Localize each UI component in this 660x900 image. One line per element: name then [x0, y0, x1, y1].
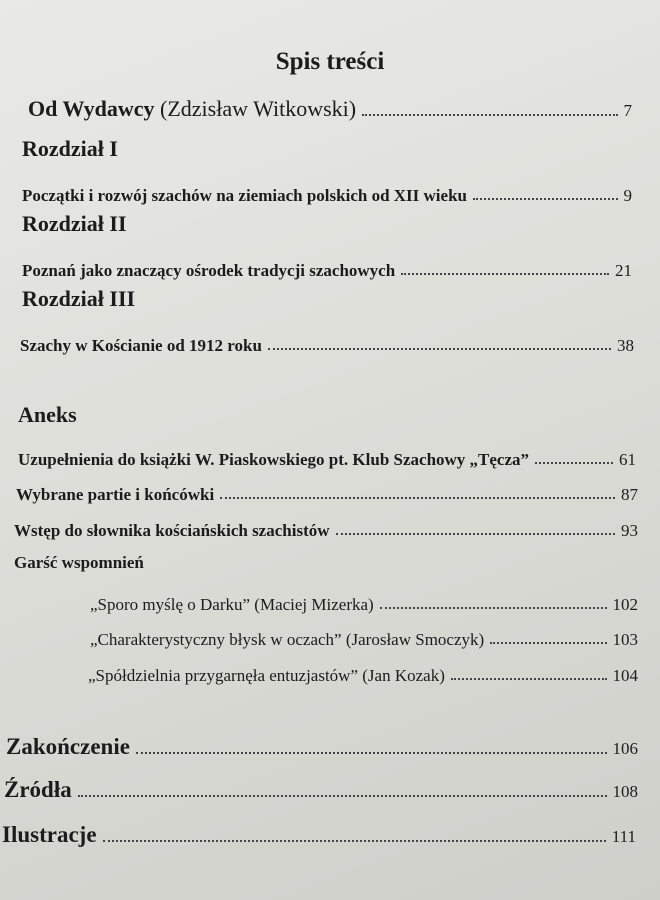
- toc-page-number: 103: [612, 630, 638, 649]
- toc-entry-od-wydawcy: [28, 96, 632, 122]
- chapter-heading: Rozdział II: [22, 211, 127, 236]
- dot-leader: [336, 533, 615, 535]
- toc-entry-label: „Sporo myślę o Darku” (Maciej Mizerka): [90, 595, 374, 614]
- toc-entry-label: Szachy w Kościanie od 1912 roku: [20, 336, 262, 355]
- toc-page-number: 38: [617, 336, 634, 355]
- dot-leader: [490, 642, 606, 644]
- toc-page-number: 9: [623, 186, 632, 205]
- toc-entry-memoir: [90, 595, 638, 615]
- toc-entry: [20, 336, 634, 356]
- toc-page-number: 106: [612, 739, 638, 758]
- toc-page-number: 61: [619, 450, 636, 469]
- dot-leader: [268, 348, 611, 350]
- dot-leader: [220, 497, 615, 499]
- dot-leader: [136, 752, 607, 754]
- dot-leader: [78, 795, 607, 797]
- toc-entry-zakonczenie: [6, 734, 638, 760]
- toc-entry: [16, 485, 638, 505]
- toc-page-number: 102: [612, 595, 638, 614]
- toc-entry-label: Od Wydawcy: [28, 96, 155, 121]
- toc-page-number: 87: [621, 485, 638, 504]
- toc-page-number: 93: [621, 521, 638, 540]
- toc-entry-ilustracje: [2, 822, 636, 848]
- toc-page-number: 21: [615, 261, 632, 280]
- page-title: Spis treści: [275, 48, 385, 75]
- toc-entry: [18, 450, 636, 470]
- dot-leader: [473, 198, 618, 200]
- chapter-heading: Rozdział III: [22, 286, 136, 311]
- toc-entry-label: Zakończenie: [6, 734, 130, 759]
- toc-entry-label: Ilustracje: [2, 822, 97, 847]
- toc-entry-label: „Charakterystyczny błysk w oczach” (Jarosław Smoczyk): [90, 630, 485, 649]
- chapter-heading: Rozdział I: [22, 136, 118, 161]
- dot-leader: [535, 462, 613, 464]
- toc-entry-label: Źródła: [4, 777, 72, 802]
- toc-page-number: 111: [611, 827, 636, 846]
- toc-page-number: 7: [623, 101, 632, 120]
- dot-leader: [362, 114, 617, 116]
- dot-leader: [380, 607, 607, 609]
- toc-page-number: 108: [612, 782, 638, 801]
- toc-entry-label: Uzupełnienia do książki W. Piaskowskiego pt. Klub Szachowy „Tęcza”: [18, 450, 530, 469]
- toc-entry-label: Wybrane partie i końcówki: [16, 485, 215, 504]
- toc-entry: [22, 186, 632, 206]
- toc-entry-label: Początki i rozwój szachów na ziemiach polskich od XII wieku: [22, 186, 467, 205]
- toc-entry-label: Wstęp do słownika kościańskich szachistów: [14, 521, 330, 540]
- toc-entry: [14, 521, 638, 541]
- section-heading-aneks: Aneks: [18, 402, 77, 427]
- subsection-heading-wspomnienia: Garść wspomnień: [14, 553, 144, 572]
- toc-entry: [22, 261, 632, 281]
- toc-page-number: 104: [612, 666, 638, 685]
- dot-leader: [103, 840, 606, 842]
- toc-entry-memoir: [88, 666, 638, 686]
- toc-entry-label: „Spółdzielnia przygarnęła entuzjastów” (Jan Kozak): [88, 666, 445, 685]
- toc-entry-zrodla: [4, 777, 638, 803]
- dot-leader: [451, 678, 607, 680]
- toc-entry-label: Poznań jako znaczący ośrodek tradycji szachowych: [22, 261, 396, 280]
- dot-leader: [401, 273, 609, 275]
- toc-entry-memoir: [90, 630, 638, 650]
- toc-entry-author: (Zdzisław Witkowski): [160, 96, 357, 121]
